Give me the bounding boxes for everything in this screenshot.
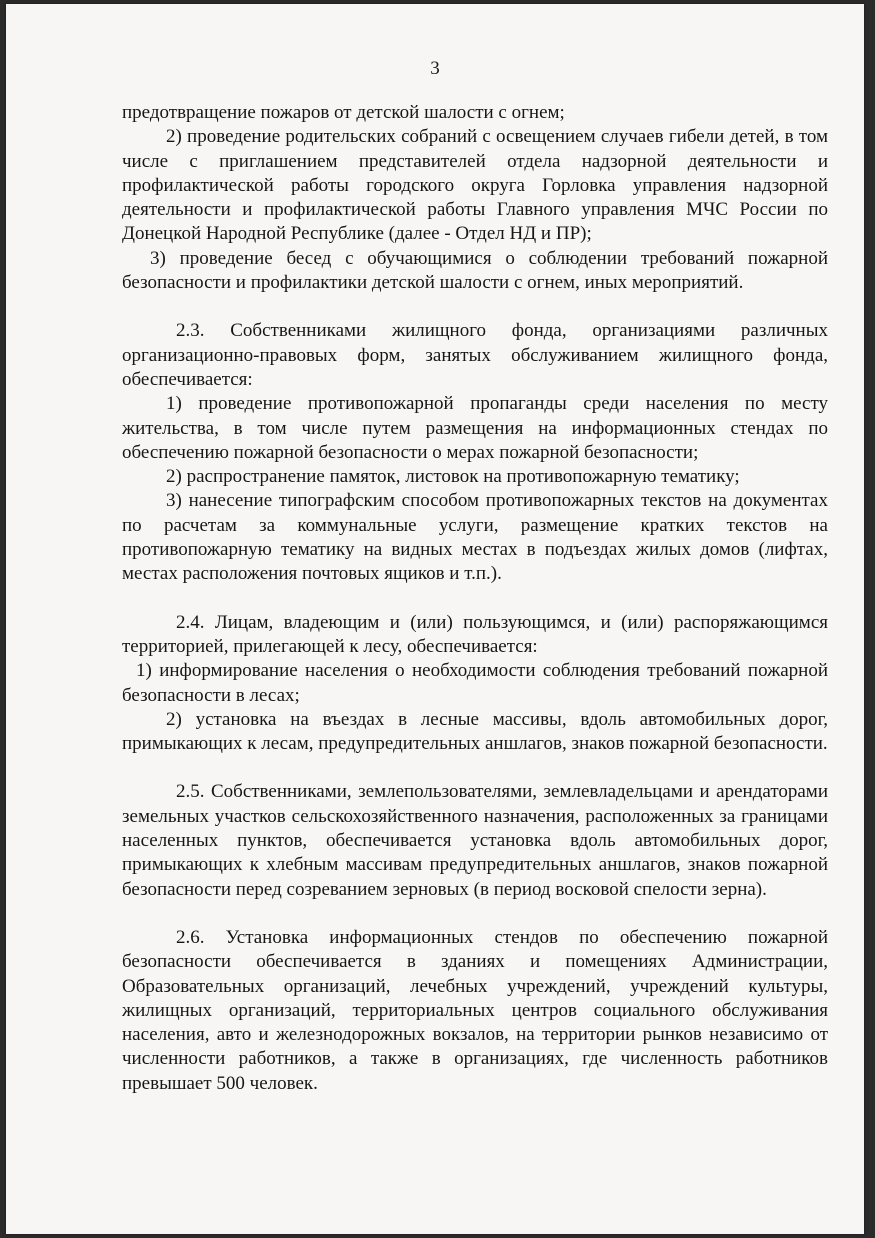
list-item-2-3-3: 3) нанесение типографским способом противопожарных текстов на документах по расчетам за коммунальные услуги, размещение кратких текстов на противопожарную тематику на видных местах в подъездах жилых домов (лифтах, местах расположения почтовых ящиков и т.п.).: [122, 490, 828, 585]
list-item-2-3-1: 1) проведение противопожарной пропаганды среди населения по месту жительства, в том числе путем размещения на информационных стендах по обеспечению пожарной безопасности о мерах пожарной безопасности;: [122, 393, 828, 463]
list-item-2-3: 3) проведение бесед с обучающимися о соблюдении требований пожарной безопасности и профилактики детской шалости с огнем, иных мероприятий.: [122, 247, 828, 294]
list-item-2-4-2: 2) установка на въездах в лесные массивы, вдоль автомобильных дорог, примыкающих к лесам, предупредительных аншлагов, знаков пожарной безопасности.: [122, 708, 828, 755]
paragraph-continuation: предотвращение пожаров от детской шалости с огнем;: [122, 102, 565, 123]
section-2-5: 2.5. Собственниками, землепользователями, землевладельцами и арендаторами земельных участков сельскохозяйственного назначения, расположенных за границами населенных пунктов, обеспечивается установка вдоль автомобильных дорог, примыкающих к хлебным массивам предупредительных аншлагов, знаков пожарной безопасности перед созреванием зерновых (в период восковой спелости зерна).: [122, 781, 828, 900]
page-number: 3: [430, 58, 440, 79]
section-2-6: 2.6. Установка информационных стендов по обеспечению пожарной безопасности обеспечивается в зданиях и помещениях Администрации, Образовательных организаций, лечебных учреждений, учреждений культуры, жилищных организаций, территориальных центров социального обслуживания населения, авто и железнодорожных вокзалов, на территории рынков независимо от численности работников, а также в организациях, где численность работников превышает 500 человек.: [122, 926, 828, 1094]
section-2-3-heading: 2.3. Собственниками жилищного фонда, организациями различных организационно-правовых форм, занятых обслуживанием жилищного фонда, обеспечивается:: [122, 320, 828, 390]
list-item-2-3-2: 2) распространение памяток, листовок на противопожарную тематику;: [166, 466, 740, 488]
list-item-2-2: 2) проведение родительских собраний с освещением случаев гибели детей, в том числе с приглашением представителей отдела надзорной деятельности и профилактической работы городского округа Горловка управления надзорной деятельности и профилактической работы Главного управления МЧС России по Донецкой Народной Республике (далее - Отдел НД и ПР);: [122, 126, 828, 245]
section-2-4-heading: 2.4. Лицам, владеющим и (или) пользующимся, и (или) распоряжающимся территорией, прилегающей к лесу, обеспечивается:: [122, 611, 828, 657]
document-body: [122, 101, 828, 1096]
document-page: [6, 4, 864, 1234]
list-item-2-4-1: 1) информирование населения о необходимости соблюдения требований пожарной безопасности в лесах;: [122, 660, 828, 706]
